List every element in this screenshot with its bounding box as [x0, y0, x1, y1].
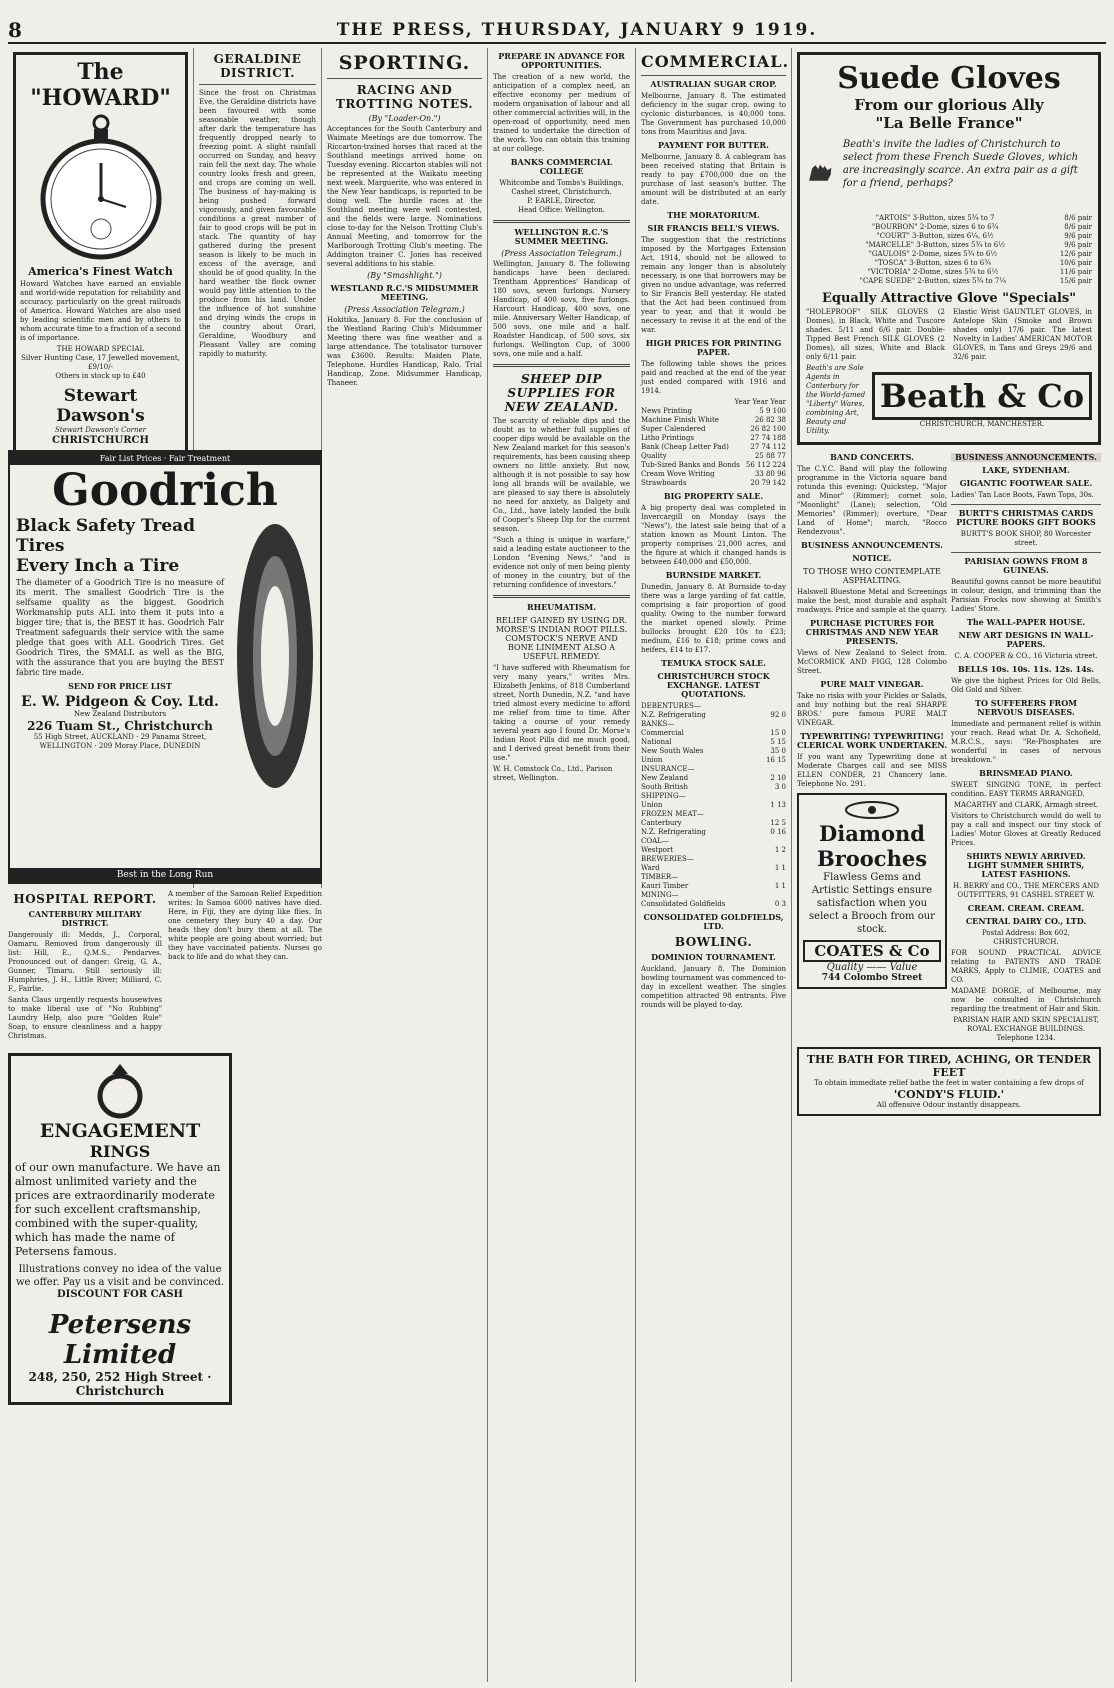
notice-heading: NOTICE.	[852, 553, 892, 563]
band-concerts-heading: BAND CONCERTS.	[830, 452, 914, 462]
row-label: N.Z. Refrigerating	[641, 711, 706, 719]
row-label: South British	[641, 783, 688, 791]
bath-body: To obtain immediate relief bathe the feet in water containing a few drops of	[814, 1079, 1084, 1087]
table-row	[641, 425, 786, 434]
row-value: 12/6 pair	[1059, 250, 1092, 258]
petersens-logo: Petersens Limited	[48, 1310, 192, 1370]
notice-subheading: TO THOSE WHO CONTEMPLATE ASPHALTING.	[803, 567, 941, 585]
howard-body: Howard Watches have earned an enviable and world-wide reputation for reliability and accuracy, particularly on the great railroads of America. Howard Watches are also used by leading scientific men and by others to whom accurate time to a fraction of a second is of importance.	[20, 280, 181, 342]
glove-icon	[806, 138, 837, 208]
row-value: 9/6 pair	[1064, 241, 1092, 249]
table-row	[641, 891, 786, 900]
column-3	[322, 48, 488, 1682]
row-label: Bank (Cheap Letter Pad)	[641, 443, 729, 451]
divider	[327, 78, 482, 79]
row-label: "TOSCA" 3-Button, sizes 6 to 6¾	[874, 259, 991, 267]
exchange-heading: CHRISTCHURCH STOCK EXCHANGE. LATEST QUOTATIONS.	[657, 671, 770, 699]
row-label: "MARCELLE" 3-Button, sizes 5¾ to 6½	[865, 241, 1005, 249]
table-row	[641, 720, 786, 729]
visitors-body: Visitors to Christchurch would do well to pay a call and inspect our tiny stock of Ladies' Motor Gloves at Greatly Reduced Prices.	[951, 812, 1101, 847]
stewart-dawson-name: Stewart Dawson's	[56, 386, 145, 426]
banks-college-heading: BANKS COMMERCIAL COLLEGE	[510, 157, 613, 176]
paper-prices-table-head: Year Year Year	[734, 398, 786, 406]
howard-line3: Others in stock up to £40	[55, 372, 146, 380]
macarthy: MACARTHY and CLARK, Armagh street.	[953, 801, 1099, 809]
nervous-body: Immediate and permanent relief is within your reach. Read what Dr. A. Schofield, M.R.C.S., says: "Re-Phosphates are wonderful in cases of nervous breakdown."	[951, 720, 1101, 764]
vinegar-body: Take no risks with your Pickles or Salads, and buy nothing but the real SHARPE BROS.' pure famous PURE MALT VINEGAR.	[797, 692, 947, 727]
coates-logo: COATES & Co	[803, 940, 941, 962]
row-value: 1 13	[770, 801, 786, 809]
suede-price-table	[806, 214, 1092, 286]
row-label: Strawboards	[641, 479, 687, 487]
goodrich-ad	[8, 450, 322, 884]
beath-sub: CHRISTCHURCH, MANCHESTER.	[919, 419, 1045, 428]
divider	[493, 595, 630, 598]
table-row	[806, 250, 1092, 259]
commercial-heading: COMMERCIAL.	[641, 52, 790, 71]
sheep-dip-quote: "Such a thing is unique in warfare," said a leading estate auctioneer to the London "Evening News," "and is evidence not only of men being plenty of money in the country, but of the returning confidence of investors."	[493, 536, 630, 589]
bowling-heading: BOWLING.	[674, 935, 753, 949]
row-value: 56 112 224	[745, 461, 786, 469]
table-row	[641, 801, 786, 810]
westland-body: Hokitika, January 8. For the conclusion of the Westland Racing Club's Midsummer Meeting there was fine weather and a large attendance. The totalisator turnover was £3600. Results: Maiden Plate, Telephone. Hurdles Handicap, Ralo. Trial Handicap, Zone. Midsummer Handicap, Thaneer.	[327, 316, 482, 387]
dorge-body: MADAME DORGE, of Melbourne, may now be consulted in Christchurch regarding the treatment of Hair and Skin.	[951, 987, 1101, 1013]
table-row	[641, 774, 786, 783]
typewriting-body: If you want any Typewriting done at Moderate Charges call and see MISS ELLEN CONDER, 21 Chancery lane. Telephone No. 291.	[797, 753, 947, 788]
engagement-rings: RINGS	[89, 1142, 151, 1161]
brinsmead-heading: BRINSMEAD PIANO.	[979, 768, 1073, 778]
bell-views-body: The suggestion that the restrictions imposed by the Mortgages Extension Act, 1914, should not be allowed to remain any longer than is absolutely necessary, is one that borrowers may be given no undue advantage, was referred to Sir Francis Bell yesterday. He stated that the Act had been continued from year to year, and that it would be necessary to revise it at the end of the war.	[641, 236, 786, 334]
bell-views-heading: SIR FRANCIS BELL'S VIEWS.	[647, 223, 780, 233]
lake-body: Ladies' Tan Lace Boots, Fawn Tops, 30s.	[951, 491, 1094, 499]
table-row	[641, 443, 786, 452]
petersens-address: 248, 250, 252 High Street · Christchurch	[28, 1370, 212, 1398]
table-row	[641, 702, 786, 711]
row-value: 5 15	[770, 738, 786, 746]
banks-college-office: Head Office: Wellington.	[518, 206, 605, 214]
row-label: National	[641, 738, 672, 746]
row-label: Kauri Timber	[641, 882, 689, 890]
goldfields-heading: CONSOLIDATED GOLDFIELDS, LTD.	[643, 912, 784, 931]
row-value: 11/6 pair	[1059, 268, 1092, 276]
hospital-heading: HOSPITAL REPORT.	[13, 892, 157, 906]
row-value: 8/6 pair	[1064, 223, 1092, 231]
goodrich-line1: Black Safety Tread Tires	[16, 516, 196, 556]
howard-the: The	[77, 59, 124, 85]
tourney-heading: DOMINION TOURNAMENT.	[651, 952, 776, 962]
row-value: 1 1	[774, 864, 786, 872]
row-label: Ward	[641, 864, 660, 872]
berry-address: H. BERRY and CO., THE MERCERS AND OUTFITTERS, 91 CASHEL STREET W.	[953, 882, 1099, 899]
table-row	[806, 277, 1092, 286]
geraldine-heading: GERALDINE DISTRICT.	[213, 52, 302, 80]
row-label: Tub-Sized Banks and Bonds	[641, 461, 740, 469]
table-row	[641, 765, 786, 774]
row-value: 27 74 188	[750, 434, 786, 442]
suede-equal: Equally Attractive Glove "Specials"	[821, 291, 1077, 306]
diamond-title-2: Brooches	[816, 846, 928, 871]
hospital-subheading: CANTERBURY MILITARY DISTRICT.	[28, 909, 142, 928]
table-row	[641, 711, 786, 720]
row-value: 15/6 pair	[1059, 277, 1092, 285]
tire-icon	[230, 516, 320, 796]
table-row	[641, 407, 786, 416]
row-label: "COURT" 3-Button, sizes 6¼, 6½	[876, 232, 994, 240]
pocket-watch-icon	[36, 111, 166, 261]
engagement-body: of our own manufacture. We have an almost unlimited variety and the prices are extraordinarily moderate for such excellent craftsmanship, combined with the super-quality, which has made the name of Petersens famous.	[15, 1161, 221, 1258]
diamond-brooches-ad	[797, 793, 947, 989]
row-label: "BOURBON" 2-Dome, sizes 6 to 6¾	[871, 223, 999, 231]
prepare-body: The creation of a new world, the anticipation of a complex need, an effective economy per medium of modern organisation of labour and all other commercial activities will, in the open-road of opportunity, need men trained to undertake the direction of the work. You can obtain this training at our college.	[493, 73, 630, 153]
table-row	[641, 855, 786, 864]
bath-product: 'CONDY'S FLUID.'	[893, 1088, 1005, 1101]
table-row	[641, 756, 786, 765]
masthead-title: THE PRESS, THURSDAY, JANUARY 9 1919.	[336, 20, 818, 40]
beath-logo: Beath & Co	[872, 372, 1092, 420]
table-row	[641, 864, 786, 873]
divider	[641, 75, 786, 76]
row-label: SHIPPING—	[641, 792, 686, 800]
engagement-illus: Illustrations convey no idea of the value we offer. Pay us a visit and be convinced.	[15, 1264, 224, 1288]
row-value: 1 1	[774, 882, 786, 890]
moratorium-heading: THE MORATORIUM.	[667, 210, 760, 220]
table-row	[806, 223, 1092, 232]
table-row	[806, 241, 1092, 250]
howard-line1: THE HOWARD SPECIAL	[56, 345, 145, 353]
paper-prices-body: The following table shows the prices paid and reached at the end of the year just ended compared with 1916 and 1914.	[641, 360, 786, 395]
vinegar-heading: PURE MALT VINEGAR.	[820, 679, 924, 689]
row-label: FROZEN MEAT—	[641, 810, 704, 818]
suede-gloves-ad	[797, 52, 1101, 445]
table-row	[806, 214, 1092, 223]
row-label: New Zealand	[641, 774, 689, 782]
singing-body: SWEET SINGING TONE, in perfect condition. EASY TERMS ARRANGED.	[951, 781, 1101, 798]
pidgeon-dist: New Zealand Distributors	[73, 710, 167, 718]
row-value: 0 3	[774, 900, 786, 908]
table-row	[641, 882, 786, 891]
burnside-body: Dunedin, January 8. At Burnside to-day there was a large yarding of fat cattle, comprising a fair proportion of good quality. Owing to the number forward the market opened slowly. Prime bullocks brought £20 10s to £23; medium, £16 to £18; prime cows and heifers, £14 to £17.	[641, 583, 786, 654]
dorge-address: PARISIAN HAIR AND SKIN SPECIALIST, ROYAL EXCHANGE BUILDINGS.	[953, 1016, 1099, 1033]
lake-sydenham: LAKE, SYDENHAM.	[982, 465, 1070, 475]
row-value: 3 0	[774, 783, 786, 791]
sugar-body: Melbourne, January 8. The estimated deficiency in the sugar crop, owing to cyclonic disturbances, is 40,000 tons. The Government has purchased 10,000 tons from Mauritius and Java.	[641, 92, 786, 136]
row-value: 92 0	[770, 711, 786, 719]
bath-feet-ad	[797, 1047, 1101, 1116]
business-heading: BUSINESS ANNOUNCEMENTS.	[801, 540, 943, 550]
wellington-heading: WELLINGTON R.C.'S SUMMER MEETING.	[514, 227, 609, 246]
row-value: 15 0	[770, 729, 786, 737]
suede-title: Suede Gloves	[837, 61, 1061, 96]
notice-body: Halswell Bluestone Metal and Screenings make the best, most durable and asphalt roadways. Price and sample at the quarry.	[797, 588, 947, 614]
band-concerts-body: The C.Y.C. Band will play the following programme in the Victoria square band rotunda this evening: Quickstep, "Major and Minor" (Rimmer); cornet solo, "Moonlight" (Lane); selection, "Old Memories" (Rimmer); overture, "Dear Land of Home"; march, "Rocco Rendezvous".	[797, 465, 947, 536]
row-label: BANKS—	[641, 720, 675, 728]
row-value: 27 74 112	[750, 443, 786, 451]
butter-body: Melbourne, January 8. A cablegram has been received stating that Britain is ready to pay £700,000 due on the purchase of last season's butter. The amount will be distributed at an early date.	[641, 153, 786, 206]
suede-specials-right: Elastic Wrist GAUNTLET GLOVES, in Antelope Skin (Smoke and Brown shades only) 17/6 pair. The latest Novelty in Ladies' AMERICAN MOTOR GLOVES, in Tans and Greys 29/6 and 32/6 pair.	[953, 308, 1092, 361]
table-row	[641, 819, 786, 828]
bells-heading: BELLS 10s. 10s. 11s. 12s. 14s.	[958, 664, 1094, 674]
suede-tag2: "La Belle France"	[875, 114, 1023, 132]
typewriting-heading: TYPEWRITING! TYPEWRITING! CLERICAL WORK UNDERTAKEN.	[797, 731, 947, 750]
table-row	[641, 783, 786, 792]
row-label: Cream Wove Writing	[641, 470, 715, 478]
table-row	[641, 479, 786, 488]
row-label: News Printing	[641, 407, 692, 415]
divider	[493, 364, 630, 367]
row-label: "GAULOIS" 2-Dome, sizes 5¾ to 6½	[868, 250, 998, 258]
howard-watch-ad	[13, 52, 188, 453]
rheumatism-heading: RHEUMATISM.	[526, 602, 597, 612]
row-value: 2 10	[770, 774, 786, 782]
diamond-title: Diamond	[819, 821, 925, 846]
row-value: 10/6 pair	[1059, 259, 1092, 267]
santa-body: Santa Claus urgently requests housewives to make liberal use of "No Rubbing" Laundry Help, also pure "Golden Rule" Soap, to ensure cleanliness and a happy Christmas.	[8, 996, 162, 1040]
table-row	[641, 900, 786, 909]
butter-heading: PAYMENT FOR BUTTER.	[658, 140, 769, 150]
row-label: COAL—	[641, 837, 669, 845]
masthead	[8, 18, 1106, 44]
table-row	[641, 452, 786, 461]
sugar-heading: AUSTRALIAN SUGAR CROP.	[650, 79, 777, 89]
column-4	[488, 48, 636, 1682]
row-value: 26 82 100	[750, 425, 786, 433]
paper-prices-table	[641, 407, 786, 488]
table-row	[641, 729, 786, 738]
cooper-address: C. A. COOPER & CO., 16 Victoria street.	[954, 652, 1098, 660]
row-label: Westport	[641, 846, 674, 854]
engagement-discount: DISCOUNT FOR CASH	[56, 1289, 183, 1300]
engagement-rings-ad	[8, 1053, 232, 1405]
rheumatism-agent: W. H. Comstock Co., Ltd., Parison street, Wellington.	[493, 765, 613, 782]
page-number: 8	[8, 18, 23, 42]
row-value: 1 2	[774, 846, 786, 854]
burnside-heading: BURNSIDE MARKET.	[665, 570, 762, 580]
row-value: 8/6 pair	[1064, 214, 1092, 222]
stewart-dawson-city: CHRISTCHURCH	[52, 435, 149, 446]
row-label: "VICTORIA" 2-Dome, sizes 5¾ to 6½	[867, 268, 999, 276]
row-label: Union	[641, 756, 663, 764]
pidgeon-address: 226 Tuam St., Christchurch	[27, 719, 213, 733]
coates-address: 744 Colombo Street	[821, 973, 923, 983]
table-row	[641, 461, 786, 470]
row-label: N.Z. Refrigerating	[641, 828, 706, 836]
bath-title: THE BATH FOR TIRED, ACHING, OR TENDER FEET	[806, 1053, 1092, 1079]
sporting-subheading: RACING AND TROTTING NOTES.	[335, 83, 474, 111]
geraldine-body: Since the frost on Christmas Eve, the Geraldine districts have been favoured with some seasonable weather, though after dark the temperature has frequently dropped nearly to freezing point. A slight rainfall occurred on Sunday, and heavy rain fell the next day. The whole country looks fresh and green, and crops are coming on well. The business of hay-making is being pushed forward vigorously, and given favourable conditions a great number of fair to good crops will be put in stack. The quantity of hay gathered during the present season is likely to be much in excess of the average, and should be of good quality. In the hard weather the flock owner would pay little attention to the produce from his land. Under the influence of hot sunshine and drying winds the crops in the country about Orari, Geraldine, Woodbury and Pleasant Valley are coming rapidly to maturity.	[199, 89, 316, 358]
central-dairy-body: Postal Address: Box 602, CHRISTCHURCH.	[981, 929, 1071, 946]
row-value: 9/6 pair	[1064, 232, 1092, 240]
rheumatism-subheading: RELIEF GAINED BY USING DR. MORSE'S INDIAN ROOT PILLS. COMSTOCK'S NERVE AND BONE LINIMENT ALSO A USEFUL REMEDY.	[495, 616, 628, 661]
divider	[199, 84, 316, 85]
row-value: 25 88 77	[754, 452, 786, 460]
beath-tag: Beath's are Sole Agents in Canterbury for the World-famed "Liberty" Wares, combining Art, Beauty and Utility.	[806, 364, 866, 435]
row-label: Union	[641, 801, 663, 809]
suede-tag1: From our glorious Ally	[854, 96, 1044, 114]
table-row	[806, 259, 1092, 268]
westland-heading: WESTLAND R.C.'S MIDSUMMER MEETING.	[330, 283, 479, 302]
sporting-byline-2: (By "Smashlight.")	[367, 271, 442, 280]
exchange-table	[641, 702, 786, 909]
temuka-heading: TEMUKA STOCK SALE.	[661, 658, 766, 668]
row-label: "ARTOIS" 3-Button, sizes 5¾ to 7	[875, 214, 995, 222]
goodrich-body: The diameter of a Goodrich Tire is no measure of its merit. The smallest Goodrich Tire is the selfsame quality as the biggest. Goodrich Workmanship puts ALL into them it puts into a bigger tire; that is, the BEST it has. Goodrich Fair Treatment safeguards their service with the same pledge that goes with ALL Goodrich Tires. Get Goodrich Tires, the SMALL as well as the BIG, with the assurance that you are buying the BEST fabric tire made.	[16, 578, 224, 677]
burtts-heading: BURTT'S CHRISTMAS CARDS PICTURE BOOKS GIFT BOOKS	[956, 508, 1096, 527]
table-row	[641, 810, 786, 819]
shirts-heading: SHIRTS NEWLY ARRIVED. LIGHT SUMMER SHIRTS, LATEST FASHIONS.	[966, 851, 1086, 879]
column-5	[636, 48, 792, 1682]
row-value: 33 80 96	[754, 470, 786, 478]
row-label: New South Wales	[641, 747, 704, 755]
samoan-body: A member of the Samoan Relief Expedition writes: In Samoa 6000 natives have died. Here, in Fiji, they are dying like flies. In one cemetery they bury 40 a day. Our heads they don't bury them at all. The white people are going about worried; but they have vaccinated patients. Nurses go back to life and do what they can.	[168, 890, 322, 961]
divider	[951, 552, 1101, 553]
westland-assoc: (Press Association Telegram.)	[344, 305, 465, 314]
property-body: A big property deal was completed in Invercargill on Monday (says the "News"), the latest sale being that of a station known as Mount Linton. The property comprises 21,000 acres, and the figure at which it changed hands is between £40,000 and £50,000.	[641, 504, 786, 566]
row-value: 16 15	[765, 756, 786, 764]
stewart-dawson-sub: Stewart Dawson's Corner	[54, 426, 147, 434]
goodrich-footer: Best in the Long Run	[10, 868, 320, 882]
goodrich-banner: Fair List Prices · Fair Treatment	[10, 452, 320, 465]
bath-end: All offensive Odour instantly disappears.	[876, 1101, 1022, 1109]
engagement-title: ENGAGEMENT	[39, 1120, 201, 1142]
divider	[951, 504, 1101, 505]
coates-line: Quality —— Value	[826, 962, 918, 973]
row-label: Quality	[641, 452, 667, 460]
central-dairy-heading: CENTRAL DAIRY CO., LTD.	[965, 916, 1087, 926]
sporting-byline: (By "Loader-On.")	[368, 114, 441, 123]
row-value: 5 9 100	[759, 407, 786, 415]
hospital-body: Dangerously ill: Medds, J., Corporal, Oamaru. Removed from dangerously ill list: Hill, E., Q.M.S., Pendarves. Pronounced out of danger: Greig, G. A., Gunner, Timaru. Still seriously ill: Humphries, J. H., Little River; Milliard, C. F., Fairlie.	[8, 931, 162, 993]
row-value: 26 82 38	[754, 416, 786, 424]
row-value: 12 5	[770, 819, 786, 827]
sheep-dip-body: The scarcity of reliable dips and the doubt as to whether full supplies of cooper dips would be available on the New Zealand market for this season's requirements, has been causing sheep owners no little anxiety. But now, although it is not possible to say how long all brands will be available, we are pleased to say there is absolutely no need for anxiety, as Dalgety and Co., Ltd., have lately landed the bulk of Cooper's Sheep Dip for the current season.	[493, 417, 630, 533]
suede-specials-left: "HOLEPROOF" SILK GLOVES (2 Domes), in Black, White and Tuscore shades. 5/11 and 6/6 pair. Double-Tipped Best French SILK GLOVES (2 Domes), all sizes, White and Black only 6/11 pair.	[806, 308, 945, 361]
wallpaper-heading: The WALL-PAPER HOUSE.	[966, 617, 1086, 627]
row-label: Machine Finish White	[641, 416, 719, 424]
row-label: BREWERIES—	[641, 855, 694, 863]
rheumatism-body: "I have suffered with Rheumatism for very many years," writes Mrs. Elizabeth Jenkins, of 818 Cumberland street, North Dunedin, N.Z. "and have tried almost every medicine to afford me relief from time to time. After taking a course of your remedy several years ago I found Dr. Morse's Indian Root Pills did me much good, and I derived great benefit from their use."	[493, 664, 630, 762]
table-row	[641, 416, 786, 425]
howard-title: "HOWARD"	[30, 85, 171, 111]
row-label: Consolidated Goldfields	[641, 900, 726, 908]
suede-invite: Beath's invite the ladies of Christchurch to select from these French Suede Gloves, which are increasingly scarce. An extra pair as a gift for a friend, perhaps?	[842, 139, 1079, 189]
wellington-assoc: (Press Association Telegram.)	[501, 249, 622, 258]
table-row	[806, 232, 1092, 241]
brooch-icon	[842, 799, 902, 821]
pidgeon-address-2: 55 High Street, AUCKLAND · 29 Panama Street, WELLINGTON · 209 Moray Place, DUNEDIN	[33, 733, 207, 750]
pidgeon-name: E. W. Pidgeon & Coy. Ltd.	[21, 694, 219, 710]
row-label: Super Calendered	[641, 425, 706, 433]
row-value: 35 0	[770, 747, 786, 755]
howard-line2: Silver Hunting Case, 17 Jewelled movement, £9/10/-	[21, 354, 180, 371]
row-label: Canterbury	[641, 819, 682, 827]
right-business-heading: BUSINESS ANNOUNCEMENTS.	[951, 453, 1101, 462]
goodrich-name: Goodrich	[52, 465, 278, 516]
sheep-dip-heading: SHEEP DIP SUPPLIES FOR NEW ZEALAND.	[504, 372, 619, 414]
row-value: 20 79 142	[750, 479, 786, 487]
row-label: Commercial	[641, 729, 684, 737]
new-art-heading: NEW ART DESIGNS IN WALL-PAPERS.	[958, 630, 1094, 649]
banks-college-address: Whitcombe and Tombs's Buildings, Cashel street, Christchurch.	[499, 179, 624, 196]
burtts-address: BURTT'S BOOK SHOP, 80 Worcester street.	[960, 530, 1092, 547]
nervous-heading: TO SUFFERERS FROM NERVOUS DISEASES.	[974, 698, 1078, 717]
parisian-heading: PARISIAN GOWNS FROM 8 GUINEAS.	[964, 556, 1088, 575]
gigantic-sale: GIGANTIC FOOTWEAR SALE.	[959, 478, 1093, 488]
parisian-body: Beautiful gowns cannot be more beautiful in colour, design, and trimming than the Parisian Frocks now showing at Smith's Ladies' Store.	[951, 578, 1101, 613]
patents-body: FOR SOUND PRACTICAL ADVICE relating to PATENTS AND TRADE MARKS, Apply to CLIMIE, COATES and CO.	[951, 949, 1101, 984]
row-label: "CAPE SUEDE" 2-Button, sizes 5¾ to 7¼	[859, 277, 1007, 285]
diamond-body: Flawless Gems and Artistic Settings ensure satisfaction when you select a Brooch from our stock.	[809, 872, 935, 935]
row-label: Litho Printings	[641, 434, 695, 442]
banks-college-director: P. EARLE, Director.	[527, 197, 596, 205]
sporting-body: Acceptances for the South Canterbury and Waimate Meetings are due tomorrow. The Riccarton-trained horses that raced at the Southland meetings arrived home on Tuesday evening. Riccarton stables will not be represented at the Waikato meeting next week. Marguerite, who was entered in the New Year handicaps, is reported to be doing well. The hurdle races at the Southland meeting were well contested, and the fields were large. Nominations close to-day for the Nelson Trotting Club's Annual Meeting, and tomorrow for the Marlborough Trotting Club's meeting. The Addington trainer C. Jones has received several additions to his stable.	[327, 125, 482, 268]
tourney-body: Auckland, January 8. The Dominion bowling tournament was commenced to-day in excellent weather. The singles competition attracted 98 entrants. Five rounds will be played to-day.	[641, 965, 786, 1009]
goodrich-send: SEND FOR PRICE LIST	[68, 681, 172, 691]
property-heading: BIG PROPERTY SALE.	[663, 491, 764, 501]
wellington-body: Wellington, January 8. The following handicaps have been declared: Trentham Apprentices' Handicap of 180 sovs, seven furlongs. Nursery Handicap, of 400 sovs, five furlongs. Harcourt Handicap, 400 sovs, one mile. Anniversary Welter Handicap, of 500 sovs, one mile and a half. Roadster Handicap, of 500 sovs, six furlongs. Wellington Cup, of 3000 sovs, one mile and a half.	[493, 260, 630, 358]
table-row	[641, 747, 786, 756]
bells-body: We give the highest Prices for Old Bells, Old Gold and Silver.	[951, 677, 1101, 694]
ring-icon	[80, 1060, 160, 1120]
purchase-body: Views of New Zealand to Select from. McCORMICK AND FIGG, 128 Colombo Street.	[797, 649, 947, 675]
table-row	[641, 846, 786, 855]
telephone: Telephone 1234.	[996, 1034, 1056, 1042]
goodrich-line2: Every Inch a Tire	[16, 556, 180, 576]
row-label: INSURANCE—	[641, 765, 695, 773]
table-row	[806, 268, 1092, 277]
table-row	[641, 828, 786, 837]
table-row	[641, 470, 786, 479]
howard-tagline: America's Finest Watch	[28, 265, 173, 278]
table-row	[641, 792, 786, 801]
column-6	[792, 48, 1106, 1682]
row-label: DEBENTURES—	[641, 702, 701, 710]
divider	[493, 220, 630, 223]
table-row	[641, 434, 786, 443]
paper-prices-heading: HIGH PRICES FOR PRINTING PAPER.	[645, 338, 782, 357]
row-value: 0 16	[770, 828, 786, 836]
sporting-heading: SPORTING.	[338, 52, 471, 74]
row-label: TIMBER—	[641, 873, 679, 881]
table-row	[641, 837, 786, 846]
table-row	[641, 738, 786, 747]
row-label: MINING—	[641, 891, 679, 899]
lower-left-block	[8, 888, 322, 1682]
prepare-heading: PREPARE IN ADVANCE FOR OPPORTUNITIES.	[498, 51, 625, 70]
table-row	[641, 873, 786, 882]
purchase-heading: PURCHASE PICTURES FOR CHRISTMAS AND NEW YEAR PRESENTS.	[805, 618, 939, 646]
cream-heading: CREAM. CREAM. CREAM.	[967, 903, 1085, 913]
